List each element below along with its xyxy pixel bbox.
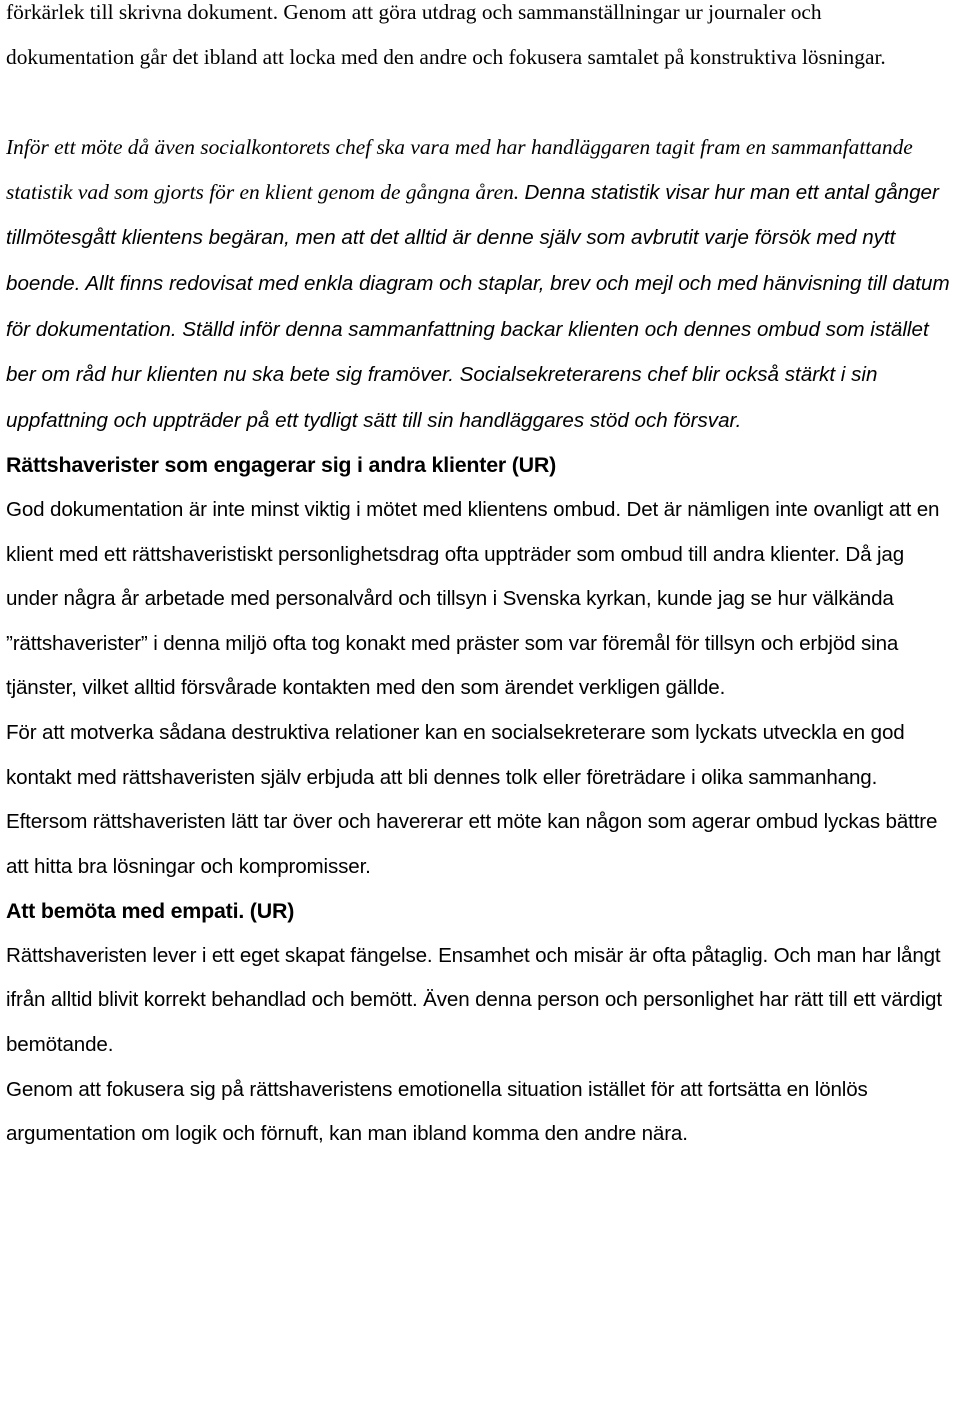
section-heading-rattshaverister: Rättshaverister som engagerar sig i andra klienter (UR) [6, 453, 557, 478]
paragraph-statistics [6, 125, 954, 443]
paragraph-statistics-lead: Inför ett möte då även socialkontorets chef ska vara med har handläggaren tagit fram en sammanfattande statistik vad som gjorts för en klient genom de gångna åren. [6, 135, 913, 204]
section-2-paragraph-2: Genom att fokusera sig på rättshaveristens emotionella situation istället för att fortsätta en lönlös argumentation om logik och förnuft, kan man ibland komma den andre nära. [6, 1077, 868, 1146]
paragraph-intro: förkärlek till skrivna dokument. Genom att göra utdrag och sammanställningar ur journaler och dokumentation går det ibland att locka med den andre och fokusera samtalet på konstruktiva lösningar. [6, 0, 886, 69]
section-2-paragraph-1: Rättshaveristen lever i ett eget skapat fängelse. Ensamhet och misär är ofta påtaglig. Och man har långt ifrån alltid blivit korrekt behandlad och bemött. Även denna person och personlighet har rätt till ett värdigt bemötande. [6, 943, 942, 1057]
paragraph-statistics-body: Denna statistik visar hur man ett antal gånger tillmötesgått klientens begäran, men att det alltid är denne själv som avbrutit varje försök med nytt boende. Allt finns redovisat med enkla diagram och staplar, brev och mejl och med hänvisning till datum för dokumentation. Ställd inför denna sammanfattning backar klienten och dennes ombud som istället ber om råd hur klienten nu ska bete sig framöver. Socialsekreterarens chef blir också stärkt i sin uppfattning och uppträder på ett tydligt sätt till sin handläggares stöd och försvar. [6, 180, 950, 432]
section-1-paragraph-2: För att motverka sådana destruktiva relationer kan en socialsekreterare som lyckats utveckla en god kontakt med rättshaveristen själv erbjuda att bli dennes tolk eller företrädare i olika sammanhang. Eftersom rättshaveristen lätt tar över och havererar ett möte kan någon som agerar ombud lyckas bättre att hitta bra lösningar och kompromisser. [6, 720, 938, 878]
section-1-paragraph-1: God dokumentation är inte minst viktig i mötet med klientens ombud. Det är nämligen inte ovanligt att en klient med ett rättshaveristiskt personlighetsdrag ofta uppträder som ombud till andra klienter. Då jag under några år arbetade med personalvård och tillsyn i Svenska kyrkan, kunde jag se hur välkända ”rättshaverister” i denna miljö ofta tog konakt med präster som var föremål för tillsyn och erbjöd sina tjänster, vilket alltid försvårade kontakten med den som ärendet verkligen gällde. [6, 497, 940, 700]
section-heading-empati: Att bemöta med empati. (UR) [6, 899, 295, 924]
